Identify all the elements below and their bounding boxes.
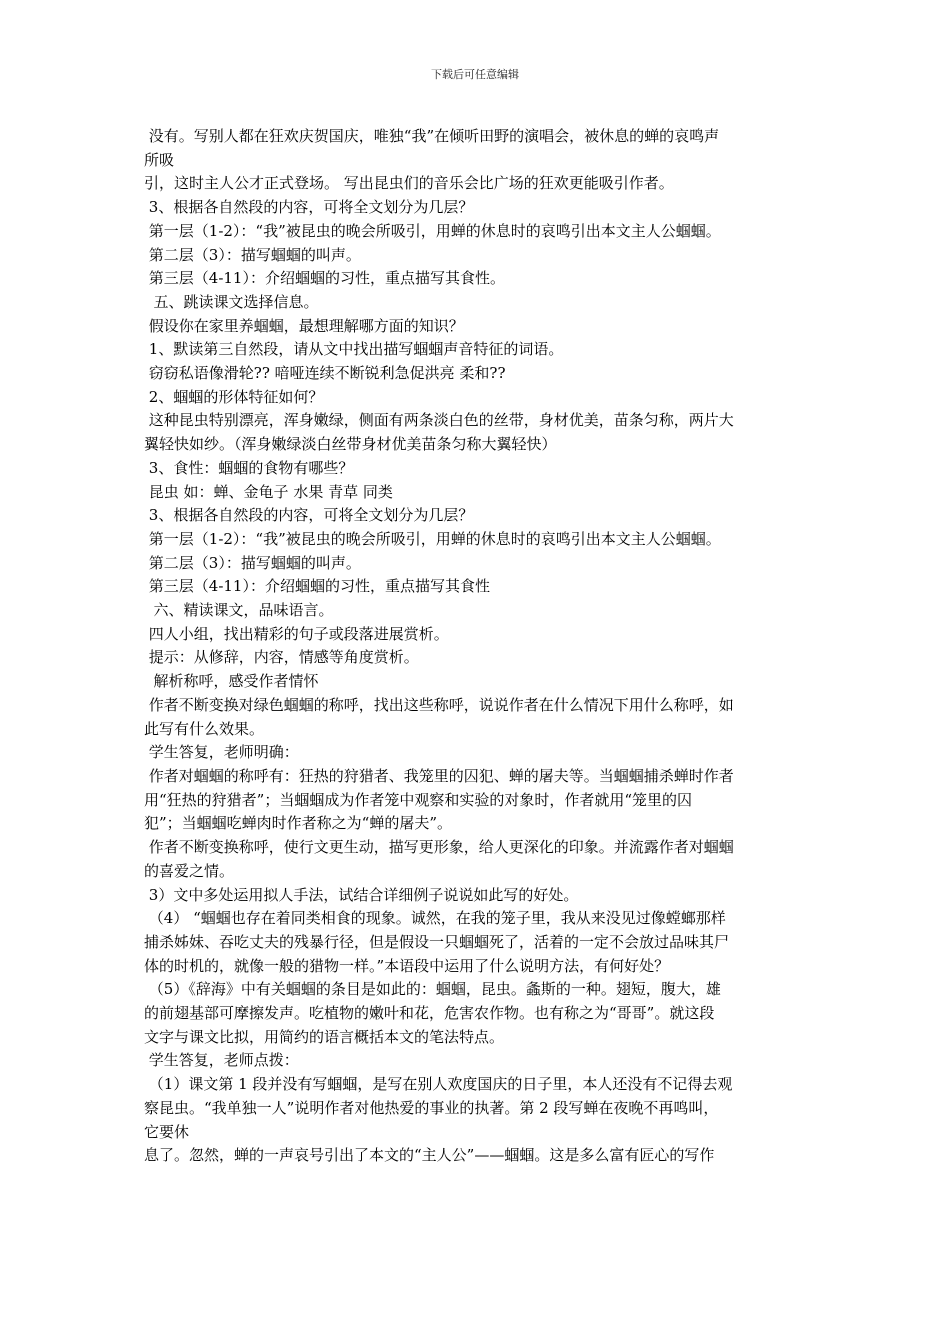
text-line: 提示：从修辞，内容，情感等角度赏析。 (144, 648, 419, 667)
text-line: 学生答复，老师点拨： (144, 1051, 299, 1070)
text-line: 3、根据各自然段的内容，可将全文划分为几层？ (144, 198, 474, 217)
text-line: 察昆虫。“我单独一人”说明作者对他热爱的事业的执著。第 2 段写蝉在夜晚不再鸣叫， (144, 1098, 719, 1117)
text-line: 翼轻快如纱。（浑身嫩绿淡白丝带身材优美苗条匀称大翼轻快） (144, 435, 557, 454)
text-line: （5）《辞海》中有关蝈蝈的条目是如此的：蝈蝈，昆虫。螽斯的一种。翅短，腹大，雄 (144, 980, 721, 999)
text-line: 窃窃私语像滑轮?? 喑哑连续不断锐利急促洪亮 柔和?? (144, 364, 506, 383)
page-header: 下载后可任意编辑 (431, 68, 519, 81)
text-line: 用“狂热的狩猎者”；当蝈蝈成为作者笼中观察和实验的对象时，作者就用“笼里的囚 (144, 790, 693, 809)
text-line: 第二层（3）：描写蝈蝈的叫声。 (144, 553, 361, 572)
text-line: 五、跳读课文选择信息。 (144, 292, 319, 311)
text-line: 体的时机的，就像一般的猎物一样。”本语段中运用了什么说明方法，有何好处？ (144, 956, 670, 975)
text-line: 第三层（4-11）：介绍蝈蝈的习性，重点描写其食性。 (144, 269, 505, 288)
text-line: 此写有什么效果。 (144, 719, 265, 738)
text-line: 3）文中多处运用拟人手法，试结合详细例子说说如此写的好处。 (144, 885, 579, 904)
text-line: 昆虫 如：蝉、金龟子 水果 青草 同类 (144, 482, 393, 501)
text-line: 第三层（4-11）：介绍蝈蝈的习性，重点描写其食性 (144, 577, 490, 596)
text-line: 假设你在家里养蝈蝈，最想理解哪方面的知识？ (144, 316, 464, 335)
text-line: 1、默读第三自然段，请从文中找出描写蝈蝈声音特征的词语。 (144, 340, 564, 359)
text-line: 捕杀姊妹、吞吃丈夫的残暴行径，但是假设一只蝈蝈死了，活着的一定不会放过品味其尸 (144, 932, 730, 951)
text-line: 引，这时主人公才正式登场。 写出昆虫们的音乐会比广场的狂欢更能吸引作者。 (144, 174, 674, 193)
document-body (144, 125, 816, 1168)
text-line: 它要休 (144, 1122, 190, 1141)
text-line: 作者不断变换称呼，使行文更生动，描写更形象，给人更深化的印象。并流露作者对蝈蝈 (144, 838, 734, 857)
text-line: 文字与课文比拟，用简约的语言概括本文的笔法特点。 (144, 1027, 505, 1046)
text-line: 3、食性：蝈蝈的食物有哪些？ (144, 458, 354, 477)
text-line: 2、蝈蝈的形体特征如何？ (144, 387, 324, 406)
text-line: 作者不断变换对绿色蝈蝈的称呼，找出这些称呼，说说作者在什么情况下用什么称呼，如 (144, 695, 734, 714)
text-line: 犯”；当蝈蝈吃蝉肉时作者称之为“蝉的屠夫”。 (144, 814, 453, 833)
text-line: 息了。忽然，蝉的一声哀号引出了本文的“主人公”——蝈蝈。这是多么富有匠心的写作 (144, 1146, 715, 1165)
text-line: 的喜爱之情。 (144, 861, 235, 880)
text-line: （4） “蝈蝈也存在着同类相食的现象。诚然，在我的笼子里，我从来没见过像螳螂那样 (144, 909, 726, 928)
text-line: （1）课文第 1 段并没有写蝈蝈，是写在别人欢度国庆的日子里，本人还没有不记得去观 (144, 1075, 733, 1094)
text-line: 第一层（1-2）：“我”被昆虫的晚会所吸引，用蝉的休息时的哀鸣引出本文主人公蝈蝈。 (144, 221, 721, 240)
text-line: 这种昆虫特别漂亮，浑身嫩绿，侧面有两条淡白色的丝带，身材优美，苗条匀称，两片大 (144, 411, 734, 430)
text-line: 的前翅基部可摩擦发声。吃植物的嫩叶和花，危害农作物。也有称之为“哥哥”。就这段 (144, 1004, 715, 1023)
text-line: 六、精读课文，品味语言。 (144, 601, 334, 620)
text-line: 学生答复，老师明确： (144, 743, 299, 762)
text-line: 作者对蝈蝈的称呼有：狂热的狩猎者、我笼里的囚犯、蝉的屠夫等。当蝈蝈捕杀蝉时作者 (144, 766, 734, 785)
text-line: 第一层（1-2）：“我”被昆虫的晚会所吸引，用蝉的休息时的哀鸣引出本文主人公蝈蝈。 (144, 529, 721, 548)
text-line: 解析称呼，感受作者情怀 (144, 672, 319, 691)
text-line: 没有。写别人都在狂欢庆贺国庆，唯独“我”在倾听田野的演唱会，被休息的蝉的哀鸣声 (144, 127, 720, 145)
text-line: 3、根据各自然段的内容，可将全文划分为几层？ (144, 506, 474, 525)
text-line: 第二层（3）：描写蝈蝈的叫声。 (144, 245, 361, 264)
text-line: 所吸 (144, 150, 175, 169)
text-line: 四人小组，找出精彩的句子或段落进展赏析。 (144, 624, 449, 643)
